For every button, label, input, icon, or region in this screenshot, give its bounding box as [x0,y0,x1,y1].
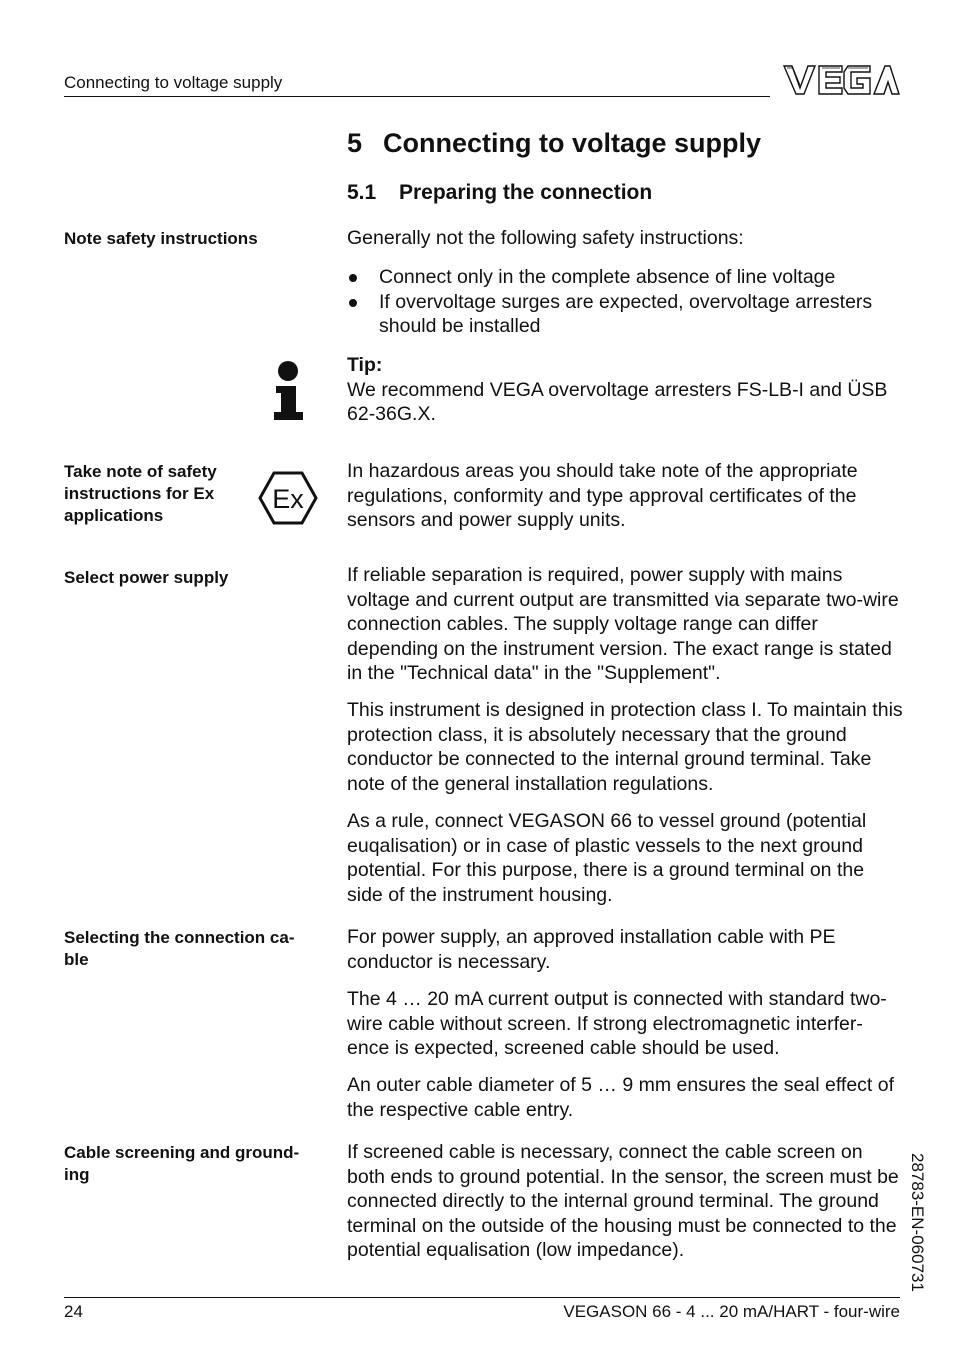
bullet-icon [349,299,357,307]
cable-paragraph-3: An outer cable diameter of 5 … 9 mm ensures the seal effect of the respective cable entry. [347,1074,895,1121]
screening-paragraph: If screened cable is necessary, connect the cable screen on both ends to ground potential. In the sensor, the screen must be connected directly to the internal ground terminal. The ground terminal on the outside of the housing must be connected to the potential equalisation (low impedance). [347,1141,899,1261]
tip-text: We recommend VEGA overvoltage arresters FS-LB-I and ÜSB 62-36G.X. [347,378,888,425]
info-icon [270,360,306,422]
sidebar-ex-applications: Take note of safety instructions for Ex applications [64,462,217,525]
intro-text: Generally not the following safety instructions: [347,227,744,249]
safety-bullets [347,265,903,339]
cable-paragraph-2: The 4 … 20 mA current output is connected with standard two-wire cable without screen. If strong electromagnetic interfer-ence is expected, screened cable should be used. [347,988,887,1059]
sidebar-connection-cable: Selecting the connection ca- ble [64,928,295,969]
power-paragraph-2: This instrument is designed in protection class I. To maintain this protection class, it is absolutely necessary that the ground conductor be connected to the internal ground terminal. Take note of the general installation regulations. [347,699,903,795]
sidebar-note-safety: Note safety instructions [64,229,258,248]
sidebar-power-supply: Select power supply [64,568,229,587]
ex-protection-icon [258,470,318,526]
cable-paragraph-1: For power supply, an approved installation cable with PE conductor is necessary. [347,926,836,973]
section-heading [347,181,652,205]
sidebar-cable-screening: Cable screening and ground- ing [64,1143,300,1184]
section-number: 5.1 [347,181,377,204]
chapter-number: 5 [347,128,363,158]
power-paragraph-3: As a rule, connect VEGASON 66 to vessel ground (potential euqalisation) or in case of plastic vessels to the next ground potential. For this purpose, there is a ground terminal on the side of the instrument housing. [347,810,867,906]
running-header: Connecting to voltage supply [64,73,283,92]
section-title: Preparing the connection [399,181,653,204]
power-paragraph-1: If reliable separation is required, power supply with mains voltage and current output are transmitted via separate two-wire connection cables. The supply voltage range can differ depending on the instrument version. The exact range is stated in the "Technical data" in the "Supplement". [347,564,899,684]
footer-rule [64,1297,900,1298]
header-rule [64,96,770,97]
bullet-icon [349,274,357,282]
list-item: If overvoltage surges are expected, overvoltage arresters should be installed [347,290,903,339]
tip-label: Tip: [347,354,383,376]
ex-paragraph: In hazardous areas you should take note of the appropriate regulations, conformity and type approval certificates of the sensors and power supply units. [347,460,858,531]
chapter-title: Connecting to voltage supply [383,128,762,158]
vega-logo [782,64,900,96]
list-item: Connect only in the complete absence of line voltage [347,265,903,290]
chapter-heading [347,128,761,159]
page-number: 24 [64,1302,83,1321]
footer-doc-title: VEGASON 66 - 4 ... 20 mA/HART - four-wire [563,1302,900,1321]
svg-text:Ex: Ex [272,484,304,514]
tip-block [347,353,903,427]
document-code-vertical: 28783-EN-060731 [908,1153,927,1292]
